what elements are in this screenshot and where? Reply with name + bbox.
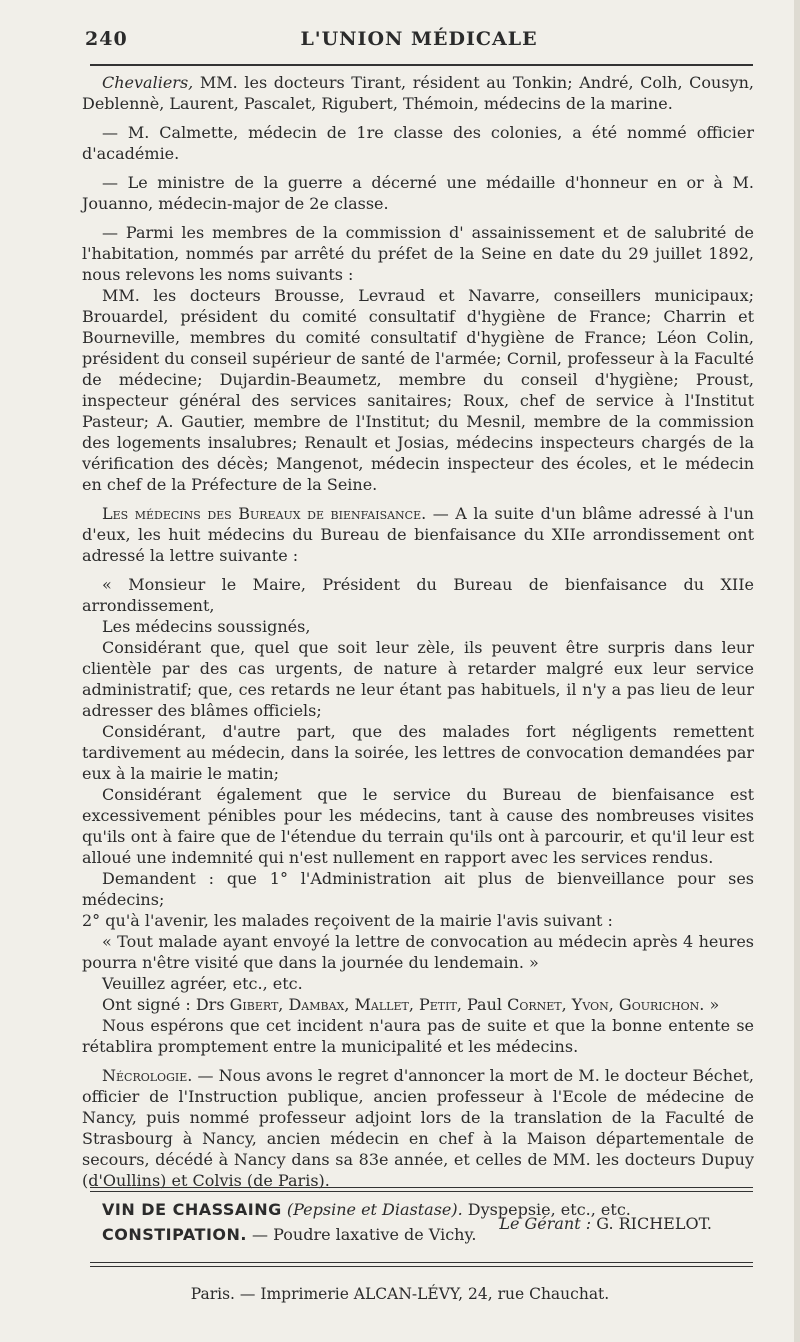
footer-rule <box>90 1191 753 1192</box>
footer-rule <box>90 1262 753 1263</box>
signatures-given-name: Paul <box>461 995 508 1014</box>
paragraph-lead: Chevaliers, <box>102 73 194 92</box>
letter-line: Les médecins soussignés, <box>102 617 311 636</box>
paragraph-bureaux <box>82 503 754 566</box>
paragraph-conclusion: Nous espérons que cet incident n'aura pas de suite et que la bonne entente se rétablira promptement entre la municipalité et les médecins. <box>82 1016 754 1056</box>
signatures-prefix: Ont signé : Drs <box>102 995 230 1014</box>
gerant-label: Le Gérant : <box>499 1214 592 1233</box>
advert-text: — Poudre laxative de Vichy. <box>246 1225 477 1244</box>
letter-considerant-1: Considérant que, quel que soit leur zèle, ils peuvent être surpris dans leur clientèle par des cas urgents, de nature à retarder malgré eux leur service administratif; que, ces retards ne leur étant pas habituels, il n'y a pas lieu de leur adresser des blâmes officiels; <box>82 638 754 720</box>
paragraph-text: — Nous avons le regret d'annoncer la mort de M. le docteur Béchet, officier de l'Instruction publique, ancien professeur à l'Ecole de médecine de Nancy, puis nommé professeur adjoint lors de la translation de la Faculté de Strasbourg à Nancy, ancien médecin en chef à la Maison départementale de secours, décédé à Nancy dans sa 83e année, et celles de MM. les docteurs Dupuy (d'Oullins) et Colvis (de Paris). <box>82 1066 754 1190</box>
article-body <box>82 72 754 1245</box>
gerant-name: G. RICHELOT. <box>591 1214 712 1233</box>
printer-imprint: Paris. — Imprimerie ALCAN-LÉVY, 24, rue Chauchat. <box>190 1285 610 1303</box>
paragraph-necrologie <box>82 1065 754 1191</box>
paragraph-chevaliers <box>82 72 754 114</box>
paragraph-text: MM. les docteurs Tirant, résident au Tonkin; André, Colh, Cousyn, Deblennè, Laurent, Pascalet, Rigubert, Thémoin, médecins de la marine. <box>82 73 754 113</box>
advert-subtitle: (Pepsine et Diastase). <box>286 1200 463 1219</box>
paragraph-lead: Les médecins des Bureaux de bienfaisance. <box>102 504 427 523</box>
letter-signatures <box>82 994 754 1015</box>
signatures-close: » <box>704 995 720 1014</box>
journal-title: L'UNION MÉDICALE <box>300 28 538 50</box>
header-rule <box>90 64 753 66</box>
letter-item-2: 2° qu'à l'avenir, les malades reçoivent de la mairie l'avis suivant : <box>82 911 613 930</box>
paragraph-commission-members: MM. les docteurs Brousse, Levraud et Navarre, conseillers municipaux; Brouardel, président du comité consultatif d'hygiène de France; Charrin et Bourneville, membres du comité consultatif d'hygiène de France; Léon Colin, président du conseil supérieur de santé de l'armée; Cornil, professeur à la Faculté de médecine; Dujardin-Beaumetz, membre du conseil d'hygiène; Proust, inspecteur général des services sanitaires; Roux, chef de service à l'Institut Pasteur; A. Gautier, membre de l'Institut; du Mesnil, membre de la commission des logements insalubres; Renault et Josias, médecins inspecteurs chargés de la vérification des décès; Mangenot, médecin inspecteur des écoles, et le médecin en chef de la Préfecture de la Seine. <box>82 286 754 494</box>
paragraph-text: — A la suite d'un blâme adressé à l'un d'eux, les huit médecins du Bureau de bienfaisance du XIIe arrondissement ont adressé la lettre suivante : <box>82 504 754 565</box>
advert-name: VIN DE CHASSAING <box>102 1200 282 1219</box>
letter-demandent: Demandent : que 1° l'Administration ait plus de bienveillance pour ses médecins; <box>82 869 754 909</box>
footer-rule <box>90 1266 753 1267</box>
letter-considerant-3: Considérant également que le service du Bureau de bienfaisance est excessivement pénibles pour les médecins, tant à cause des nombreuses visites qu'ils ont à faire que de l'étendue du terrain qu'ils ont à parcourir, et qu'il leur est alloué une indemnité qui n'est nullement en rapport avec les services rendus. <box>82 785 754 867</box>
gerant-line <box>0 1214 712 1233</box>
letter-closing: Veuillez agréer, etc., etc. <box>102 974 303 993</box>
page-edge <box>794 0 800 1342</box>
letter-considerant-2: Considérant, d'autre part, que des malades fort négligents remettent tardivement au médecin, dans la soirée, les lettres de convocation demandées par eux à la mairie le matin; <box>82 722 754 783</box>
running-header <box>85 28 753 56</box>
signatures-names: Cornet, Yvon, Gourichon. <box>507 995 705 1014</box>
paragraph-jouanno: — Le ministre de la guerre a décerné une médaille d'honneur en or à M. Jouanno, médecin-major de 2e classe. <box>82 173 754 213</box>
letter-notice: « Tout malade ayant envoyé la lettre de convocation au médecin après 4 heures pourra n'être visité que dans la journée du lendemain. » <box>82 932 754 972</box>
paragraph-calmette: — M. Calmette, médecin de 1re classe des colonies, a été nommé officier d'académie. <box>82 123 754 163</box>
paragraph-commission: — Parmi les membres de la commission d' assainissement et de salubrité de l'habitation, nommés par arrêté du préfet de la Seine en date du 29 juillet 1892, nous relevons les noms suivants : <box>82 223 754 284</box>
signatures-names: Gibert, Dambax, Mallet, Petit, <box>229 995 462 1014</box>
letter-salutation: « Monsieur le Maire, Président du Bureau de bienfaisance du XIIe arrondissement, <box>82 575 754 615</box>
page-number: 240 <box>85 28 128 50</box>
advert-text: Dyspepsie, etc., etc. <box>462 1200 631 1219</box>
paragraph-lead: Nécrologie. <box>102 1066 193 1085</box>
advert-name: CONSTIPATION. <box>102 1225 247 1244</box>
footer-rule <box>90 1187 753 1188</box>
